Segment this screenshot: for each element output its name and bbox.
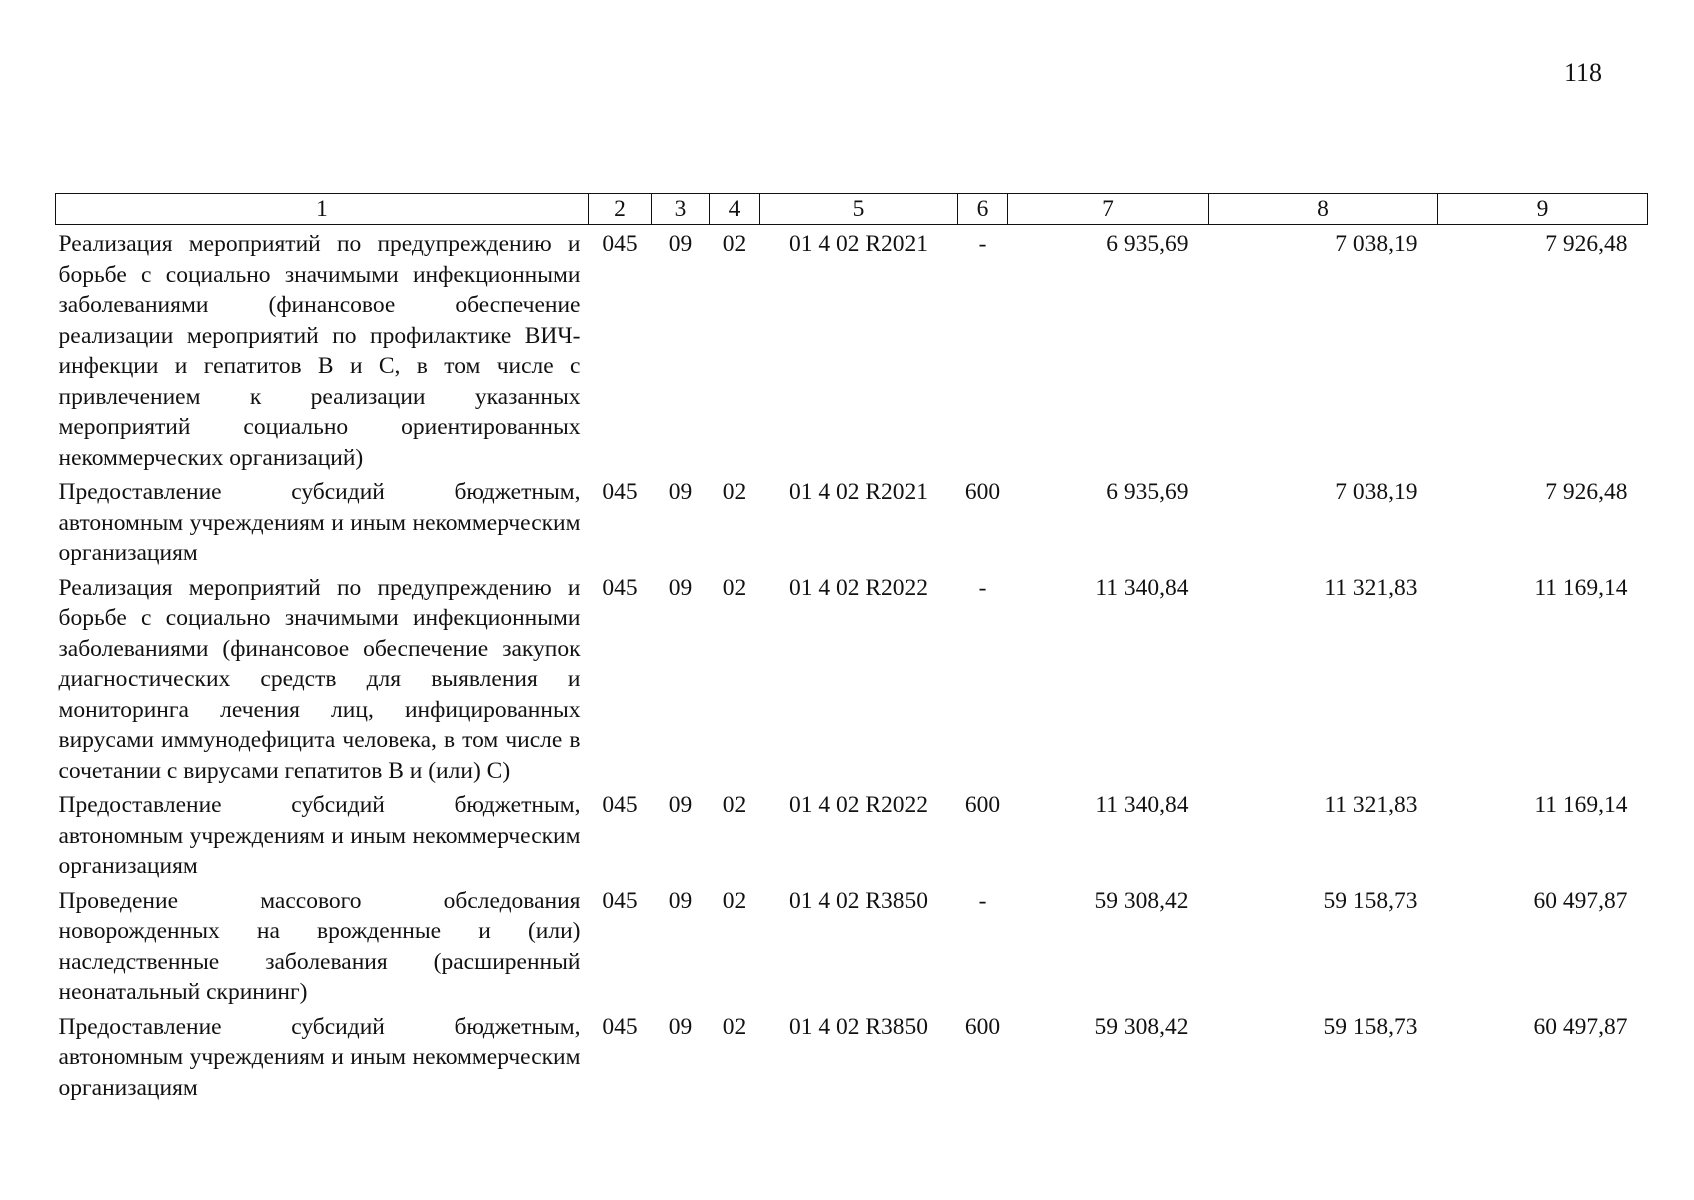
row-target-article: 01 4 02 R2022 — [788, 792, 929, 818]
row-target-article: 01 4 02 R3850 — [788, 1013, 929, 1040]
row-section-code: 09 — [668, 792, 693, 818]
row-amount-col8: 7 038,19 — [1335, 231, 1418, 257]
row-ministry-code: 045 — [602, 1013, 638, 1040]
row-expense-type: - — [978, 887, 987, 914]
row-amount-col7: 6 935,69 — [1106, 479, 1189, 505]
row-amount-col8: 7 038,19 — [1335, 479, 1418, 505]
row-amount-col8: 59 158,73 — [1323, 1013, 1418, 1040]
row-amount-col8: 59 158,73 — [1323, 887, 1418, 914]
row-expense-type: - — [978, 231, 987, 257]
row-amount-col7: 11 340,84 — [1095, 792, 1189, 818]
row-amount-col9: 7 926,48 — [1545, 231, 1628, 257]
table-row — [56, 225, 1648, 474]
row-expense-type: 600 — [964, 479, 1001, 505]
column-header-5: 5 — [760, 194, 958, 225]
row-subsection-code: 02 — [722, 479, 747, 505]
row-amount-col7: 59 308,42 — [1094, 887, 1189, 914]
row-amount-col7: 59 308,42 — [1094, 1013, 1189, 1040]
row-amount-col8: 11 321,83 — [1324, 792, 1418, 818]
row-target-article: 01 4 02 R3850 — [788, 887, 929, 914]
table-row — [56, 786, 1648, 882]
row-description: Предоставление субсидий бюджетным, автономным учреждениям и иным некоммерческим организациям — [58, 792, 581, 879]
page-number: 118 — [1563, 58, 1602, 87]
row-target-article: 01 4 02 R2021 — [788, 231, 929, 257]
row-target-article: 01 4 02 R2022 — [788, 574, 929, 601]
row-description: Реализация мероприятий по предупреждению и борьбе с социально значимыми инфекционными заболеваниями (финансовое обеспечение закупок диагностических средств для выявления и мониторинга лечения лиц, инфицированных вирусами иммунодефицита человека, в том числе в сочетании с вирусами гепатитов В и (или) С) — [58, 574, 581, 784]
row-description: Предоставление субсидий бюджетным, автономным учреждениям и иным некоммерческим организациям — [58, 1013, 581, 1101]
row-section-code: 09 — [668, 231, 693, 257]
row-amount-col9: 11 169,14 — [1534, 574, 1628, 601]
row-ministry-code: 045 — [602, 231, 638, 257]
row-subsection-code: 02 — [722, 792, 747, 818]
column-header-8: 8 — [1209, 194, 1438, 225]
row-description: Предоставление субсидий бюджетным, автономным учреждениям и иным некоммерческим организациям — [58, 479, 581, 566]
row-section-code: 09 — [668, 887, 693, 914]
column-header-4: 4 — [710, 194, 760, 225]
row-amount-col7: 6 935,69 — [1106, 231, 1189, 257]
row-section-code: 09 — [668, 574, 693, 601]
column-header-6: 6 — [958, 194, 1008, 225]
row-subsection-code: 02 — [722, 231, 747, 257]
column-header-3: 3 — [652, 194, 710, 225]
row-description: Реализация мероприятий по предупреждению и борьбе с социально значимыми инфекционными заболеваниями (финансовое обеспечение реализации мероприятий по профилактике ВИЧ-инфекции и гепатитов В и С, в том числе с привлечением к реализации указанных мероприятий социально ориентированных некоммерческих организаций) — [58, 231, 581, 471]
table-row — [56, 1008, 1648, 1104]
row-target-article: 01 4 02 R2021 — [788, 479, 929, 505]
row-expense-type: - — [978, 574, 987, 601]
column-header-7: 7 — [1008, 194, 1209, 225]
table-row — [56, 882, 1648, 1008]
row-subsection-code: 02 — [722, 887, 747, 914]
header-row — [56, 194, 1648, 225]
budget-table — [55, 193, 1648, 1103]
row-amount-col9: 60 497,87 — [1533, 887, 1628, 914]
row-ministry-code: 045 — [602, 574, 638, 601]
column-header-1: 1 — [56, 194, 589, 225]
row-amount-col9: 60 497,87 — [1533, 1013, 1628, 1040]
table-row — [56, 569, 1648, 787]
table-row — [56, 473, 1648, 569]
row-amount-col8: 11 321,83 — [1324, 574, 1418, 601]
row-section-code: 09 — [668, 1013, 693, 1040]
row-expense-type: 600 — [964, 1013, 1001, 1040]
row-amount-col9: 7 926,48 — [1545, 479, 1628, 505]
row-section-code: 09 — [668, 479, 693, 505]
row-ministry-code: 045 — [602, 887, 638, 914]
row-amount-col7: 11 340,84 — [1095, 574, 1189, 601]
column-header-9: 9 — [1438, 194, 1648, 225]
row-expense-type: 600 — [964, 792, 1001, 818]
row-subsection-code: 02 — [722, 574, 747, 601]
row-ministry-code: 045 — [602, 792, 638, 818]
row-description: Проведение массового обследования новорожденных на врожденные и (или) наследственные заболевания (расширенный неонатальный скрининг) — [58, 887, 581, 1005]
row-amount-col9: 11 169,14 — [1534, 792, 1628, 818]
row-subsection-code: 02 — [722, 1013, 747, 1040]
column-header-2: 2 — [589, 194, 652, 225]
row-ministry-code: 045 — [602, 479, 638, 505]
